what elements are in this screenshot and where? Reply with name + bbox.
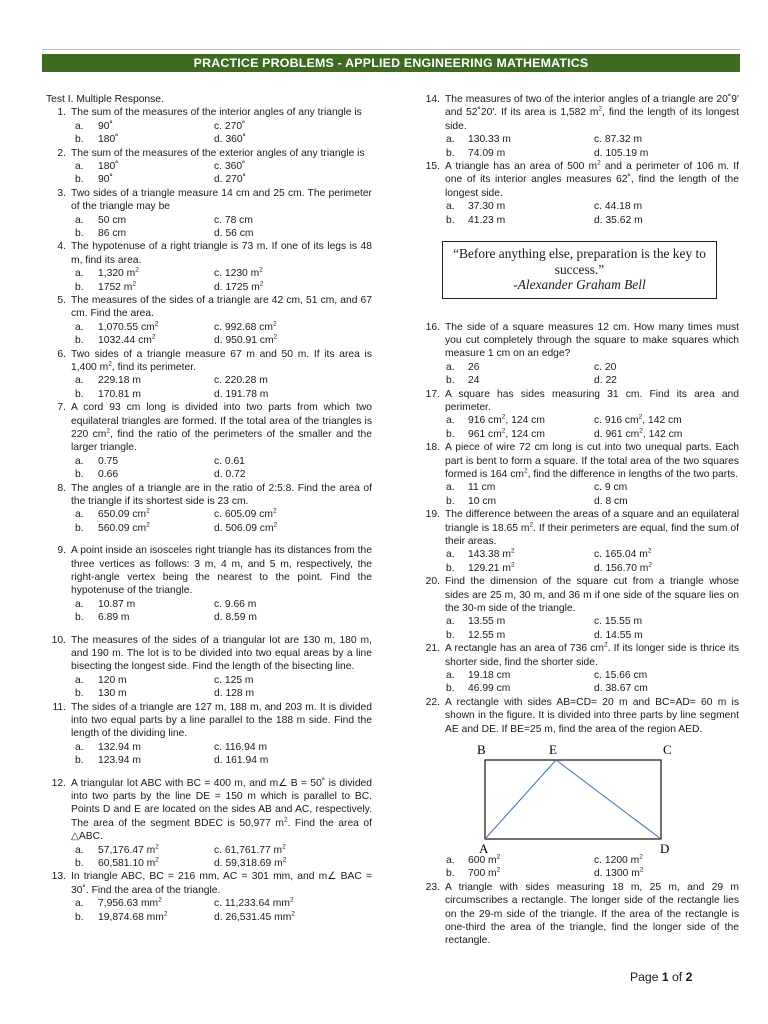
option-text: a.: [75, 598, 84, 610]
option-text: c. 1230 $m^2$: [214, 266, 263, 280]
question-item: [46, 147, 372, 187]
option-text: 961 $cm^2$, 124 cm: [468, 427, 545, 440]
page-title: PRACTICE PROBLEMS - APPLIED ENGINEERING MATHEMATICS: [42, 54, 740, 72]
question-item: [420, 881, 739, 948]
question-item: [420, 642, 739, 696]
option-text: a.: [75, 120, 84, 132]
question-number: 15.: [425, 161, 440, 172]
segment-de: [556, 760, 661, 839]
question-item: [46, 482, 372, 545]
question-item: [420, 441, 739, 508]
question-text: [420, 881, 739, 948]
option-text: d. 8 cm: [594, 495, 628, 507]
question-item: [46, 701, 372, 777]
option-text: b.: [75, 388, 84, 400]
option-text: b.: [75, 134, 84, 146]
option-text: 37.30 m: [468, 201, 506, 213]
option-text: b.: [446, 147, 455, 159]
option-text: 120 m: [98, 674, 127, 686]
question-body: The measures of the sides of a triangular lot are 130 m, 180 m, and 190 m. The lot is to be divided into two equal areas by a line bisecting the longest side. Find the length of the bisecting line.: [71, 634, 372, 673]
question-body: The measures of the sides of a triangle are 42 cm, 51 cm, and 67 cm. Find the area.: [71, 294, 372, 320]
option-row-cd: [46, 611, 372, 624]
option-text: c. 20: [594, 361, 617, 373]
option-text: 170.81 m: [98, 388, 141, 400]
question-item: [420, 575, 739, 642]
question-text: [46, 777, 372, 844]
option-text: a.: [75, 898, 84, 910]
option-row-ab: [420, 854, 739, 867]
option-text: 130.33 m: [468, 134, 511, 146]
option-row-cd: [46, 227, 372, 240]
question-number: 14.: [425, 94, 440, 105]
option-row-cd: [46, 911, 372, 924]
question-number: 16.: [425, 321, 440, 333]
label-b: B: [477, 741, 486, 757]
option-row-cd: [46, 133, 372, 146]
option-row-cd: [420, 495, 739, 508]
option-text: c. 270˚: [214, 120, 246, 132]
option-text: c. 916 $cm^2$, 142 cm: [594, 413, 682, 427]
option-text: 130 m: [98, 688, 127, 700]
question-item: [46, 401, 372, 481]
option-text: c. 1200 $m^2$: [594, 853, 643, 866]
question-item: [46, 634, 372, 701]
option-row-cd: [46, 857, 372, 870]
option-row-cd: [46, 334, 372, 347]
question-text: [46, 106, 372, 119]
question-body: A cord 93 cm long is divided into two parts from which two equilateral triangles are formed. If the total area of the triangles is 220 $cm^2$, find the ratio of the perimeters of the smaller and the larger triangle.: [71, 402, 372, 454]
question-text: [46, 634, 372, 674]
option-text: c. 9.66 m: [214, 598, 257, 610]
option-text: d. 1300 $m^2$: [594, 866, 644, 880]
option-text: d. 14.55 m: [594, 629, 643, 641]
option-text: b.: [75, 857, 84, 869]
option-row-ab: [420, 615, 739, 628]
question-body: The sum of the measures of the interior angles of any triangle is: [71, 107, 362, 119]
question-body: Two sides of a triangle measure 67 m and 50 m. If its area is 1,400 $m^2$, find its perimeter.: [71, 348, 372, 373]
option-text: d. 156.70 $m^2$: [594, 561, 653, 574]
question-item: [46, 187, 372, 241]
option-row-cd: [420, 428, 739, 441]
option-text: 1752 $m^2$: [98, 280, 136, 293]
option-text: 229.18 m: [98, 375, 141, 387]
question-number: 9.: [57, 545, 66, 557]
option-text: 74.09 m: [468, 147, 506, 159]
option-text: c. 992.68 $cm^2$: [214, 320, 277, 333]
option-text: d. 161.94 m: [214, 755, 269, 767]
question-item: [420, 388, 739, 442]
question-number: 13.: [51, 871, 66, 883]
question-number: 18.: [425, 442, 440, 454]
option-text: a.: [446, 415, 455, 427]
option-text: 19,874.68 $mm^2$: [98, 910, 168, 923]
option-text: b.: [75, 281, 84, 293]
option-row-ab: [46, 598, 372, 611]
option-text: a.: [446, 669, 455, 681]
question-number: 12.: [51, 777, 66, 789]
option-text: c. 87.32 m: [594, 134, 643, 146]
option-text: d. 8.59 m: [214, 612, 257, 624]
option-text: c. 78 cm: [214, 214, 253, 226]
option-text: c. 9 cm: [594, 482, 628, 494]
question-body: A triangle with sides measuring 18 m, 25 m, and 29 m circumscribes a rectangle. The longer side of the rectangle lies on the 29-m side of the triangle. If the area of the rectangle is one-third the area of the triangle, find the longer side of the rectangle.: [445, 881, 739, 947]
label-c: C: [663, 741, 672, 757]
option-text: 19.18 cm: [468, 669, 511, 681]
option-text: c. 11,233.64 $mm^2$: [214, 896, 294, 910]
question-text: [46, 294, 372, 321]
option-text: a.: [75, 741, 84, 753]
option-text: b.: [75, 755, 84, 767]
label-e: E: [549, 741, 557, 757]
option-row-cd: [420, 562, 739, 575]
option-text: a.: [75, 674, 84, 686]
option-row-ab: [46, 267, 372, 280]
option-text: 123.94 m: [98, 755, 141, 767]
question-body: The side of a square measures 12 cm. How many times must you cut completely through the square to make squares which measure 1 cm on an edge?: [445, 321, 739, 360]
question-text: [46, 870, 372, 897]
option-text: b.: [75, 227, 84, 239]
option-text: 600 $m^2$: [468, 853, 501, 866]
question-item: [46, 240, 372, 294]
question-number: 1.: [57, 107, 66, 119]
question-list-right-b: [420, 321, 739, 736]
question-text: [46, 240, 372, 267]
page-footer: [630, 970, 692, 984]
option-text: b.: [446, 868, 455, 880]
option-row-ab: [46, 321, 372, 334]
option-text: d. 38.67 cm: [594, 683, 648, 695]
option-text: a.: [75, 161, 84, 172]
question-text: [46, 147, 372, 160]
question-number: 19.: [425, 509, 440, 521]
option-row-cd: [46, 173, 372, 186]
option-row-cd: [420, 867, 739, 880]
question-number: 2.: [57, 147, 66, 159]
option-text: b.: [75, 612, 84, 624]
test-heading: Test I. Multiple Response.: [46, 94, 164, 105]
question-number: 20.: [425, 576, 440, 588]
option-text: 560.09 $cm^2$: [98, 521, 150, 534]
option-text: c. 61,761.77 $m^2$: [214, 843, 286, 856]
option-text: a.: [75, 214, 84, 226]
option-row-ab: [46, 120, 372, 133]
question-number: 21.: [425, 643, 440, 655]
option-text: 129.21 $m^2$: [468, 561, 515, 574]
question-body: The sum of the measures of the exterior angles of any triangle is: [71, 147, 365, 159]
option-row-ab: [46, 455, 372, 468]
option-row-ab: [46, 214, 372, 227]
option-text: c. 360˚: [214, 161, 246, 172]
option-text: c. 0.61: [214, 455, 245, 467]
option-text: d. 22: [594, 375, 617, 387]
option-text: b.: [75, 688, 84, 700]
question-text: [46, 401, 372, 455]
question-text: [420, 696, 739, 736]
question-number: 23.: [425, 881, 440, 893]
left-column: [46, 93, 372, 924]
question-item: [46, 106, 372, 146]
quote-text: “Before anything else, preparation is the key to success.”: [453, 246, 706, 277]
option-text: d. 1725 $m^2$: [214, 280, 264, 293]
option-text: b.: [75, 174, 84, 186]
option-text: b.: [75, 469, 84, 481]
question-number: 5.: [57, 294, 66, 306]
option-text: d. 0.72: [214, 469, 246, 481]
question-number: 17.: [425, 388, 440, 400]
question-item: [420, 508, 739, 575]
option-text: 90˚: [98, 120, 113, 132]
option-text: 1032.44 $cm^2$: [98, 333, 156, 347]
option-text: a.: [446, 549, 455, 561]
option-text: b.: [446, 683, 455, 695]
option-text: 132.94 m: [98, 741, 141, 753]
question-body: A point inside an isosceles right triangle has its distances from the three vertices as follows: 3 m, 4 m, and 5 m, respectively, the right-angle vertex being the nearest to the point. Find the hypotenuse of the triangle.: [71, 545, 372, 597]
option-text: 916 $cm^2$, 124 cm: [468, 413, 545, 427]
option-text: 12.55 m: [468, 629, 506, 641]
question-body: A rectangle with sides AB=CD= 20 m and BC=AD= 60 m is shown in the figure. It is divided into three parts by line segment AE and DE. If BE=25 m, find the area of the region AED.: [445, 696, 739, 735]
option-text: 10 cm: [468, 495, 497, 507]
option-text: b.: [75, 911, 84, 923]
question-item: [46, 294, 372, 348]
option-text: d. 35.62 m: [594, 214, 643, 226]
option-text: c. 165.04 $m^2$: [594, 547, 652, 561]
option-text: c. 44.18 m: [594, 201, 643, 213]
option-text: d. 950.91 $cm^2$: [214, 333, 278, 347]
option-text: 57,176.47 $m^2$: [98, 843, 159, 856]
footer-prefix: Page: [630, 970, 662, 984]
option-text: 60,581.10 $m^2$: [98, 856, 159, 869]
question-body: The hypotenuse of a right triangle is 73 m. If one of its legs is 48 m, find its area.: [71, 241, 372, 266]
question-number: 22.: [425, 696, 440, 708]
question-body: A triangular lot ABC with BC = 400 m, and m∠ B = 50˚ is divided into two parts by the line DE = 150 m which is parallel to BC. Points D and E are located on the sides AB and AC, respectively. The area of the segment BDEC is 50,977 $m^2$. Find the area of △ABC.: [71, 777, 372, 843]
option-text: 86 cm: [98, 227, 127, 239]
question-number: 3.: [57, 187, 66, 199]
option-text: b.: [446, 562, 455, 574]
option-text: 650.09 $cm^2$: [98, 507, 150, 521]
question-text: [46, 187, 372, 214]
segment-ae: [485, 760, 556, 839]
option-row-cd: [46, 522, 372, 535]
option-row-cd: [46, 388, 372, 401]
option-text: c. 125 m: [214, 674, 254, 686]
option-text: a.: [75, 375, 84, 387]
question-item: [46, 777, 372, 871]
option-row-ab: [420, 361, 739, 374]
option-text: d. 270˚: [214, 174, 247, 186]
question-body: The angles of a triangle are in the ratio of 2:5:8. Find the area of the triangle if its shortest side is 23 cm.: [71, 482, 372, 507]
option-text: d. 105.19 m: [594, 147, 649, 159]
question-number: 6.: [57, 348, 66, 360]
option-text: a.: [75, 268, 84, 280]
option-text: b.: [75, 522, 84, 534]
option-row-ab: [420, 548, 739, 561]
question-item: [46, 348, 372, 402]
label-a: A: [479, 840, 489, 854]
option-text: 6.89 m: [98, 612, 130, 624]
question-text: [420, 575, 739, 615]
option-text: 180˚: [98, 134, 119, 146]
footer-total-pages: 2: [685, 970, 693, 984]
question-body: The difference between the areas of a square and an equilateral triangle is 18.65 $m^2$. If their perimeters are equal, find the sum of their areas.: [445, 509, 739, 547]
option-row-cd: [420, 147, 739, 160]
option-text: 180˚: [98, 161, 119, 172]
question-text: [420, 508, 739, 548]
option-text: b.: [446, 428, 455, 440]
option-row-ab: [46, 674, 372, 687]
question-number: 8.: [57, 482, 66, 494]
option-text: 0.75: [98, 455, 119, 467]
option-row-cd: [420, 214, 739, 227]
question-item: [420, 160, 739, 227]
option-row-ab: [420, 414, 739, 427]
option-row-cd: [46, 468, 372, 481]
option-text: 50 cm: [98, 214, 127, 226]
option-text: 0.66: [98, 469, 119, 481]
option-text: d. 506.09 $cm^2$: [214, 521, 278, 534]
option-text: 1,070.55 $cm^2$: [98, 320, 159, 333]
option-text: 24: [468, 375, 480, 387]
option-row-ab: [46, 160, 372, 173]
option-text: 26: [468, 361, 480, 373]
option-text: 11 cm: [468, 482, 496, 494]
option-text: d. 56 cm: [214, 227, 254, 239]
question-list-right-c: [420, 881, 739, 948]
figure-svg: [420, 736, 739, 854]
question-item: [420, 696, 739, 736]
option-row-ab: [46, 374, 372, 387]
q22-options: [420, 854, 739, 881]
option-row-cd: [420, 682, 739, 695]
question-number: 10.: [51, 634, 66, 646]
rectangle-figure: [420, 736, 739, 854]
quote-box: [442, 241, 717, 299]
question-text: [420, 93, 739, 133]
option-text: d. 961 $cm^2$, 142 cm: [594, 427, 683, 440]
question-item: [46, 544, 372, 633]
question-body: The sides of a triangle are 127 m, 188 m, and 203 m. It is divided into two equal parts by a line parallel to the 188 m side. Find the length of the dividing line.: [71, 701, 372, 740]
option-text: 700 $m^2$: [468, 866, 501, 880]
option-text: b.: [446, 214, 455, 226]
option-row-cd: [420, 629, 739, 642]
option-text: a.: [446, 482, 455, 494]
question-text: [46, 348, 372, 375]
question-body: A piece of wire 72 cm long is cut into two unequal parts. Each part is bent to form a square. If the total area of the two squares formed is 164 $cm^2$, find the difference in lengths of the two parts.: [445, 442, 739, 480]
option-text: b.: [75, 335, 84, 347]
option-row-ab: [46, 508, 372, 521]
question-text: [420, 642, 739, 669]
option-text: b.: [446, 495, 455, 507]
option-row-ab: [420, 669, 739, 682]
option-text: a.: [75, 844, 84, 856]
option-text: b.: [446, 629, 455, 641]
question-body: A square has sides measuring 31 cm. Find its area and perimeter.: [445, 388, 739, 413]
question-text: [46, 544, 372, 598]
option-text: b.: [446, 375, 455, 387]
option-row-cd: [46, 754, 372, 767]
question-body: Two sides of a triangle measure 14 cm and 25 cm. The perimeter of the triangle may be: [71, 187, 372, 213]
question-text: [420, 321, 739, 361]
footer-current-page: 1: [661, 970, 669, 984]
option-text: a.: [446, 616, 455, 628]
option-text: d. 191.78 m: [214, 388, 269, 400]
quote-author: -Alexander Graham Bell: [513, 277, 646, 292]
option-text: 13.55 m: [468, 616, 506, 628]
question-number: 11.: [52, 701, 66, 713]
option-text: c. 116.94 m: [214, 741, 268, 753]
question-body: Find the dimension of the square cut from a triangle whose sides are 25 m, 30 m, and 36 m if one side of the square lies on the 30-m side of the triangle.: [445, 576, 739, 614]
question-body: The measures of two of the interior angles of a triangle are 20˚9' and 52˚20'. If its area is 1,582 $m^2$, find the length of its longest side.: [445, 94, 739, 132]
option-text: c. 605.09 $cm^2$: [214, 507, 277, 521]
option-row-ab: [420, 481, 739, 494]
question-number: 7.: [57, 402, 66, 414]
option-row-ab: [46, 741, 372, 754]
option-text: d. 59,318.69 $m^2$: [214, 856, 287, 869]
option-text: 41.23 m: [468, 214, 506, 226]
question-item: [420, 321, 739, 388]
option-text: a.: [75, 509, 84, 521]
question-text: [420, 388, 739, 415]
option-text: a.: [75, 455, 84, 467]
figure-rectangle: [485, 760, 661, 839]
question-list-right-a: [420, 93, 739, 227]
question-text: [46, 482, 372, 509]
option-text: 1,320 $m^2$: [98, 266, 139, 280]
question-body: A rectangle has an area of 736 $cm^2$. If its longer side is thrice its shorter side, find the shorter side.: [445, 641, 739, 668]
question-item: [46, 870, 372, 924]
option-text: a.: [446, 201, 455, 213]
question-list-left: [46, 106, 372, 924]
option-text: 7,956.63 $mm^2$: [98, 896, 162, 910]
footer-of: of: [668, 970, 686, 984]
option-row-cd: [46, 687, 372, 700]
header-rule: [42, 49, 740, 50]
question-body: A triangle has an area of 500 $m^2$ and a perimeter of 106 m. If one of its interior angles measures 62˚, find the length of the longest side.: [445, 159, 739, 199]
question-text: [420, 160, 739, 200]
option-text: 10.87 m: [98, 598, 136, 610]
question-number: 4.: [57, 241, 66, 253]
option-text: d. 26,531.45 $mm^2$: [214, 910, 295, 923]
option-text: 143.38 $m^2$: [468, 547, 515, 561]
option-text: 46.99 cm: [468, 683, 511, 695]
option-text: a.: [75, 321, 84, 333]
option-text: a.: [446, 134, 455, 146]
option-row-ab: [46, 897, 372, 910]
option-row-cd: [420, 374, 739, 387]
option-text: d. 128 m: [214, 688, 255, 700]
question-item: [420, 93, 739, 160]
option-text: a.: [446, 361, 455, 373]
option-text: 90˚: [98, 174, 113, 186]
question-text: [46, 701, 372, 741]
question-body: In triangle ABC, BC = 216 mm, AC = 301 mm, and m∠ BAC = 30˚. Find the area of the triangle.: [71, 871, 372, 896]
label-d: D: [660, 840, 670, 854]
right-column: [420, 93, 739, 948]
option-text: d. 360˚: [214, 134, 247, 146]
option-text: a.: [446, 854, 455, 866]
question-text: [420, 441, 739, 481]
option-row-ab: [420, 200, 739, 213]
option-row-cd: [46, 281, 372, 294]
option-text: c. 15.55 m: [594, 616, 643, 628]
option-row-ab: [420, 133, 739, 146]
option-text: c. 220.28 m: [214, 375, 268, 387]
option-text: c. 15.66 cm: [594, 669, 648, 681]
option-row-ab: [46, 844, 372, 857]
